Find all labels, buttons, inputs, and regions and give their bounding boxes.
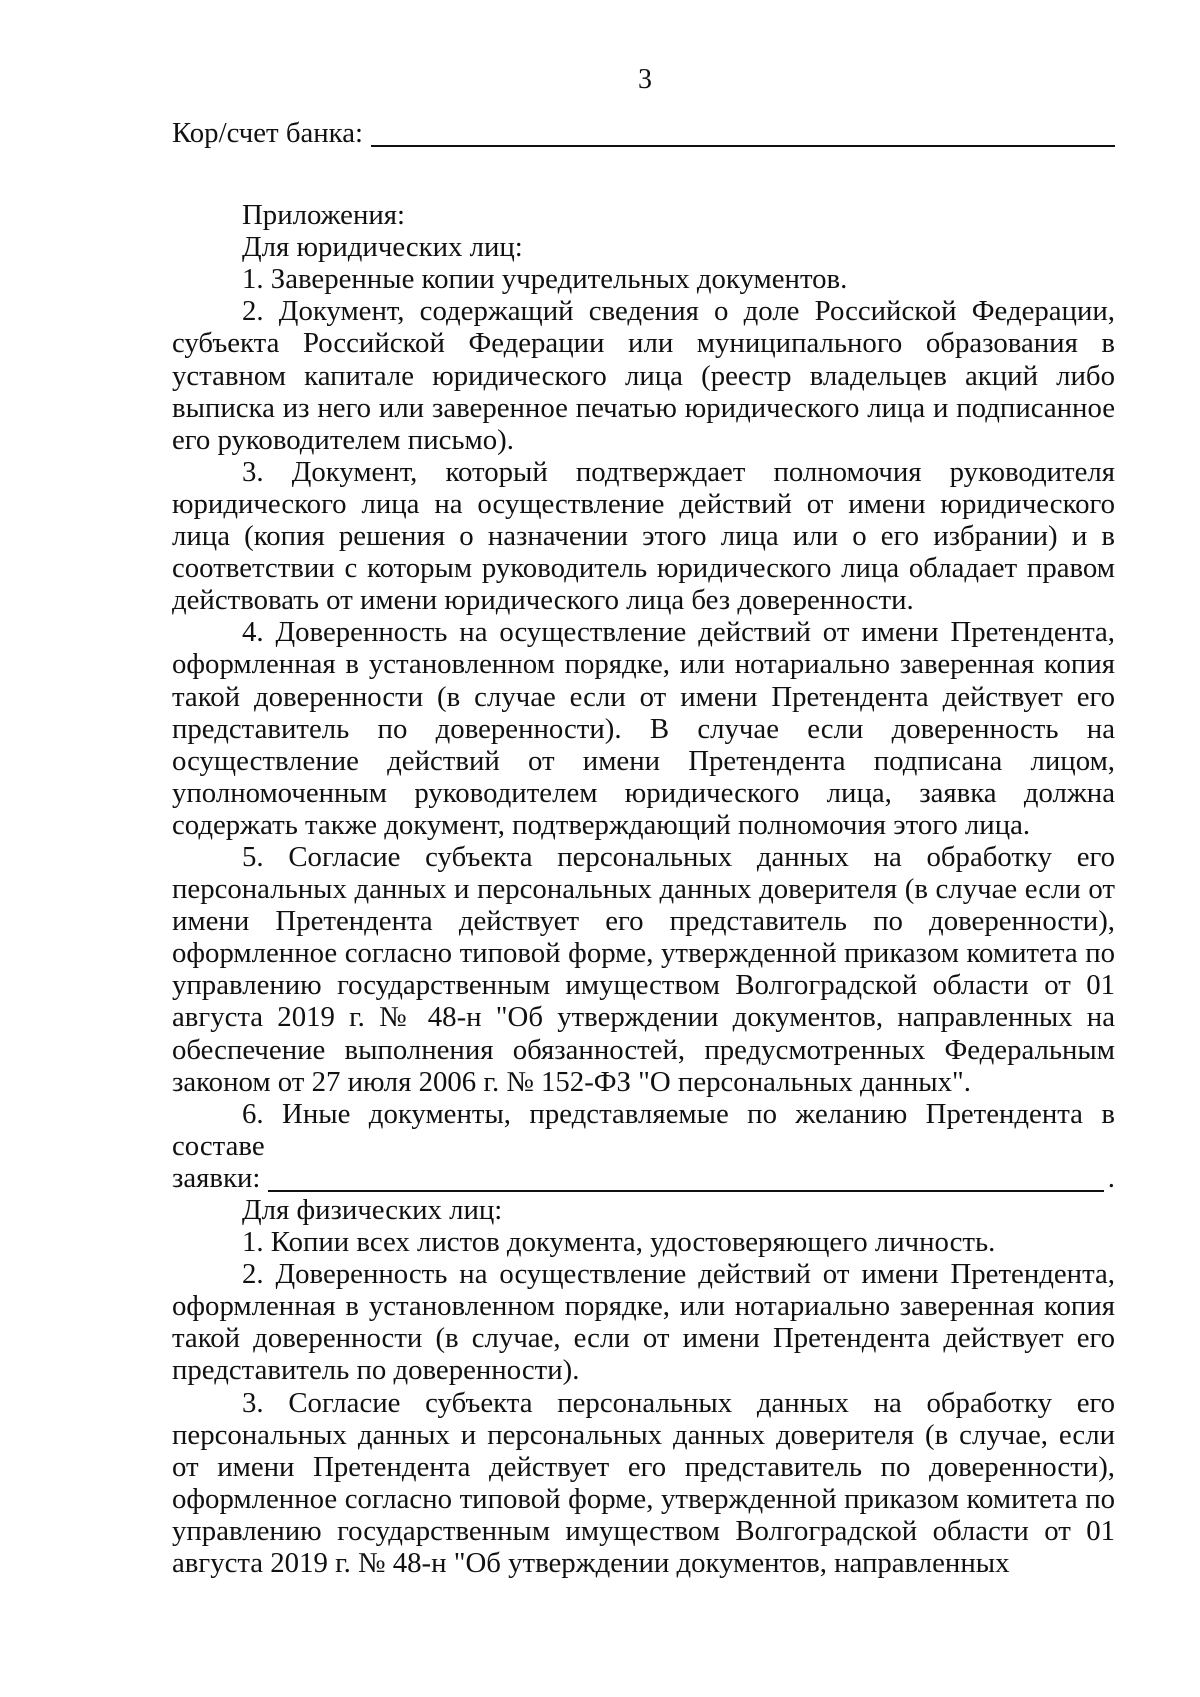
- individual-item-3: 3. Согласие субъекта персональных данных на обработку его персональных данных и персональных данных доверителя (в случае, если от имени Претендента действует его представитель по доверенности), оформленное согласно типовой форме, утвержденной приказом комитета по управлению государственным имуществом Волгоградской области от 01 августа 2019 г. № 48-н "Об утверждении документов, направленных: [172, 1386, 1115, 1580]
- legal-item-5: 5. Согласие субъекта персональных данных на обработку его персональных данных и персональных данных доверителя (в случае если от имени Претендента действует его представитель по доверенности), оформленное согласно типовой форме, утвержденной приказом комитета по управлению государственным имуществом Волгоградской области от 01 августа 2019 г. № 48-н "Об утверждении документов, направленных на обеспечение выполнения обязанностей, предусмотренных Федеральным законом от 27 июля 2006 г. № 152-ФЗ "О персональных данных".: [172, 840, 1115, 1098]
- legal-item-1: 1. Заверенные копии учредительных документов.: [242, 263, 848, 296]
- legal-item-6: 6. Иные документы, представляемые по желанию Претендента в составе: [172, 1097, 1115, 1162]
- item-6-field-label: заявки:: [172, 1161, 261, 1194]
- individuals-heading: Для физических лиц:: [242, 1194, 503, 1226]
- legal-item-3: 3. Документ, который подтверждает полномочия руководителя юридического лица на осуществление действий от имени юридического лица (копия решения о назначении этого лица или о его избрании) и в соответствии с которым руководитель юридического лица обладает правом действовать от имени юридического лица без доверенности.: [172, 455, 1115, 617]
- legal-item-4: 4. Доверенность на осуществление действий от имени Претендента, оформленная в установленном порядке, или нотариально заверенная копия такой доверенности (в случае если от имени Претендента действует его представитель по доверенности). В случае если доверенность на осуществление действий от имени Претендента подписана лицом, уполномоченным руководителем юридического лица, заявка должна содержать также документ, подтверждающий полномочия этого лица.: [172, 616, 1115, 841]
- item-6-fill-line: [268, 1190, 1103, 1192]
- bank-account-label: Кор/счет банка:: [172, 117, 364, 149]
- document-content: [172, 117, 1115, 1579]
- legal-entities-heading: Для юридических лиц:: [242, 231, 523, 264]
- item-6-field-end: .: [1107, 1161, 1115, 1194]
- page-number: 3: [638, 64, 652, 95]
- appendices-title: Приложения:: [242, 199, 406, 232]
- individual-item-1: 1. Копии всех листов документа, удостоверяющего личность.: [242, 1226, 996, 1259]
- individual-item-2: 2. Доверенность на осуществление действий от имени Претендента, оформленная в установленном порядке, или нотариально заверенная копия такой доверенности (в случае, если от имени Претендента действует его представитель по доверенности).: [172, 1258, 1115, 1387]
- bank-account-fill-line: [371, 145, 1115, 147]
- legal-item-2: 2. Документ, содержащий сведения о доле Российской Федерации, субъекта Российской Федерации или муниципального образования в уставном капитале юридического лица (реестр владельцев акций либо выписка из него или заверенное печатью юридического лица и подписанное его руководителем письмо).: [172, 295, 1115, 456]
- bank-account-line: [172, 117, 1115, 149]
- item-6-field-line: [172, 1162, 1115, 1194]
